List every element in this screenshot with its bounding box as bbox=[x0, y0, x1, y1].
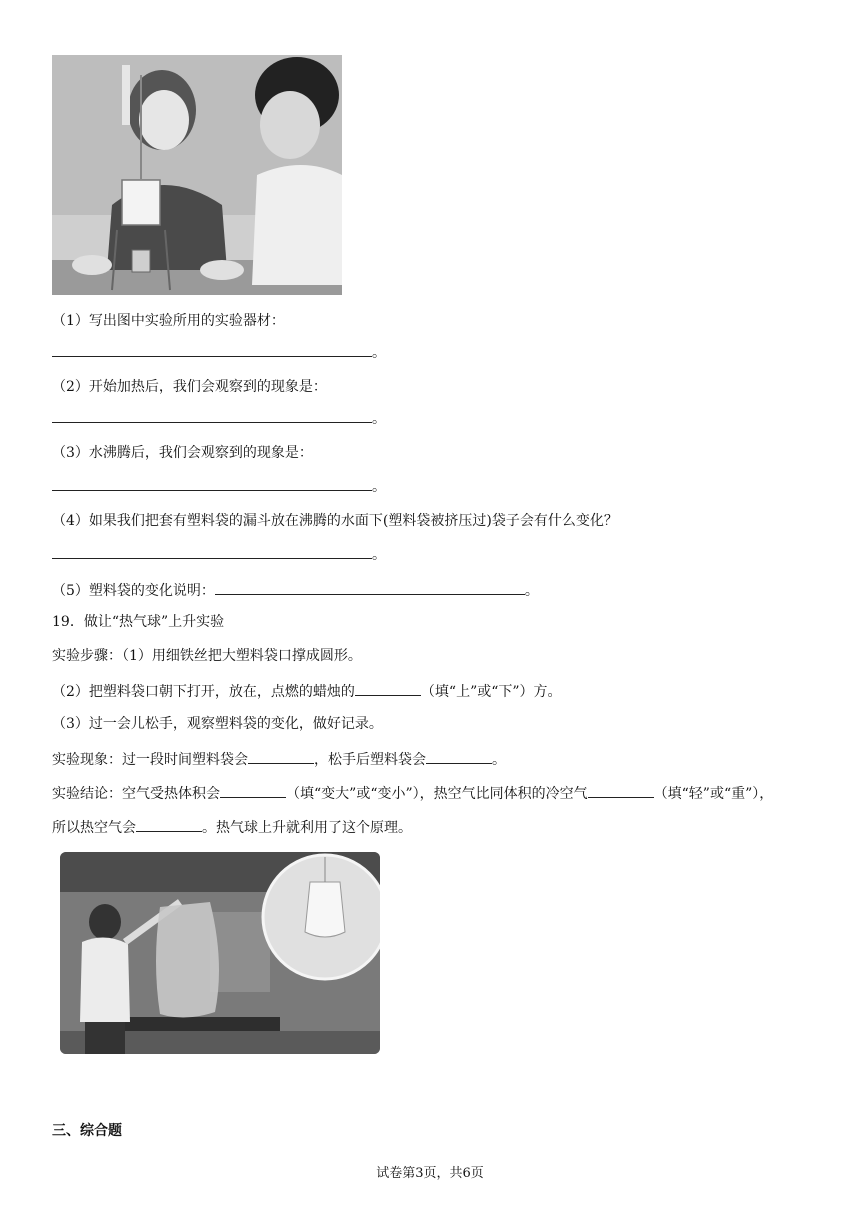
q18-part2: （2）开始加热后，我们会观察到的现象是： bbox=[52, 379, 327, 395]
experiment-photo-beaker bbox=[52, 55, 342, 295]
q19-phenomenon: 实验现象：过一段时间塑料袋会 ，松手后塑料袋会 。 bbox=[52, 749, 506, 769]
section-heading: 三、综合题 bbox=[52, 1123, 122, 1139]
blank-weight[interactable] bbox=[588, 783, 654, 798]
blank-volume[interactable] bbox=[220, 783, 286, 798]
q19-step2: （2）把塑料袋口朝下打开，放在，点燃的蜡烛的 （填“上”或“下”）方。 bbox=[52, 681, 562, 701]
blank-phenomenon-1[interactable] bbox=[248, 749, 314, 764]
answer-line-1[interactable]: 。 bbox=[52, 342, 386, 362]
q19-conclusion: 实验结论：空气受热体积会 （填“变大”或“变小”），热空气比同体积的冷空气 （填“轻”或“重”）， bbox=[52, 783, 773, 803]
q18-part1: （1）写出图中实验所用的实验器材： bbox=[52, 313, 285, 329]
blank-air-motion[interactable] bbox=[136, 817, 202, 832]
answer-line-2[interactable]: 。 bbox=[52, 408, 386, 428]
answer-line-3[interactable]: 。 bbox=[52, 476, 386, 496]
blank-phenomenon-2[interactable] bbox=[426, 749, 492, 764]
q18-part5: （5）塑料袋的变化说明： 。 bbox=[52, 580, 539, 600]
answer-line-4[interactable]: 。 bbox=[52, 544, 386, 564]
q19-conclusion-2: 所以热空气会 。热气球上升就利用了这个原理。 bbox=[52, 817, 412, 837]
page-footer: 试卷第3页，共6页 bbox=[376, 1166, 484, 1181]
q19-title: 19．做让“热气球”上升实验 bbox=[52, 614, 225, 630]
q18-part3: （3）水沸腾后，我们会观察到的现象是： bbox=[52, 445, 313, 461]
q19-step1: 实验步骤：（1）用细铁丝把大塑料袋口撑成圆形。 bbox=[52, 648, 362, 664]
answer-line-5[interactable] bbox=[215, 580, 525, 595]
blank-position[interactable] bbox=[355, 681, 421, 696]
q19-step3: （3）过一会儿松手，观察塑料袋的变化，做好记录。 bbox=[52, 716, 383, 732]
q18-part4: （4）如果我们把套有塑料袋的漏斗放在沸腾的水面下(塑料袋被挤压过)袋子会有什么变化？ bbox=[52, 513, 618, 529]
experiment-photo-balloon bbox=[60, 852, 380, 1054]
